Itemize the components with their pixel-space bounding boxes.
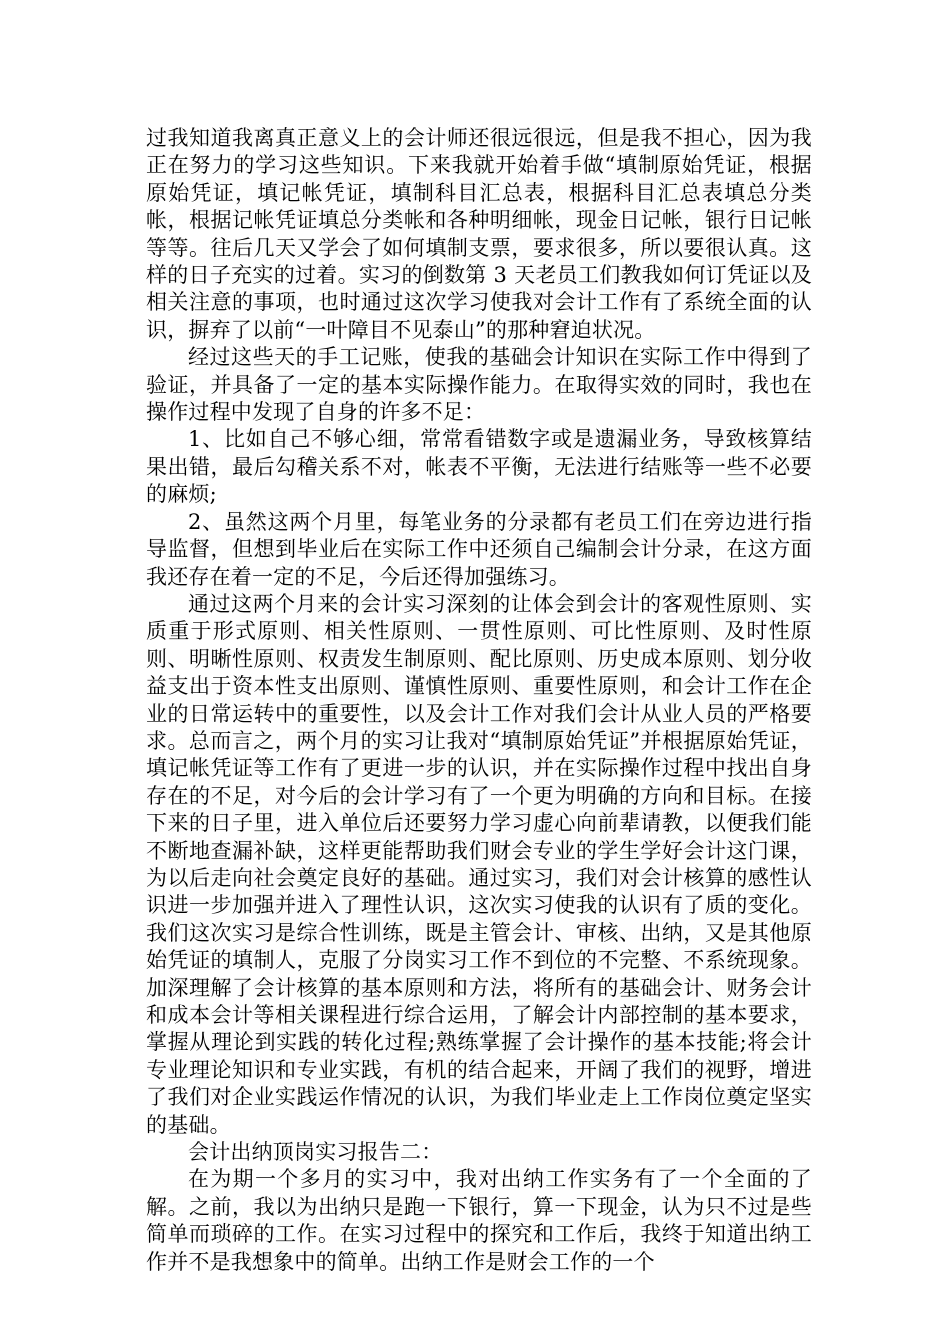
paragraph-shortcoming-1: 1、比如自己不够心细，常常看错数字或是遗漏业务，导致核算结果出错，最后勾稽关系不对，帐表不平衡，无法进行结账等一些不必要的麻烦; (146, 427, 812, 507)
section-heading-report-two: 会计出纳顶岗实习报告二： (188, 1140, 443, 1165)
paragraph-manual-bookkeeping: 经过这些天的手工记账，使我的基础会计知识在实际工作中得到了验证，并具备了一定的基本实际操作能力。在取得实效的同时，我也在操作过程中发现了自身的许多不足： (146, 345, 812, 425)
document-page (146, 125, 812, 1276)
paragraph-cashier-intro: 在为期一个多月的实习中，我对出纳工作实务有了一个全面的了解。之前，我以为出纳只是跑一下银行，算一下现金，认为只不过是些简单而琐碎的工作。在实习过程中的探究和工作后，我终于知道出纳工作并不是我想象中的简单。出纳工作是财会工作的一个 (146, 1167, 812, 1274)
paragraph-shortcoming-2: 2、虽然这两个月里，每笔业务的分录都有老员工们在旁边进行指导监督，但想到毕业后在实际工作中还须自己编制会计分录，在这方面我还存在着一定的不足，今后还得加强练习。 (146, 509, 812, 589)
paragraph-continuation: 过我知道我离真正意义上的会计师还很远很远，但是我不担心，因为我正在努力的学习这些知识。下来我就开始着手做“填制原始凭证，根据原始凭证，填记帐凭证，填制科目汇总表，根据科目汇总表填总分类帐，根据记帐凭证填总分类帐和各种明细帐，现金日记帐，银行日记帐等等。往后几天又学会了如何填制支票，要求很多，所以要很认真。这样的日子充实的过着。实习的倒数第 3 天老员工们教我如何订凭证以及相关注意的事项，也时通过这次学习使我对会计工作有了系统全面的认识，摒弃了以前“一叶障目不见泰山”的那种窘迫状况。 (146, 126, 812, 342)
paragraph-summary: 通过这两个月来的会计实习深刻的让体会到会计的客观性原则、实质重于形式原则、相关性原则、一贯性原则、可比性原则、及时性原则、明晰性原则、权责发生制原则、配比原则、历史成本原则、划分收益支出于资本性支出原则、谨慎性原则、重要性原则，和会计工作在企业的日常运转中的重要性，以及会计工作对我们会计从业人员的严格要求。总而言之，两个月的实习让我对“填制原始凭证”并根据原始凭证，填记帐凭证等工作有了更进一步的认识，并在实际操作过程中找出自身存在的不足，对今后的会计学习有了一个更为明确的方向和目标。在接下来的日子里，进入单位后还要努力学习虚心向前辈请教，以便我们能不断地查漏补缺，这样更能帮助我们财会专业的学生学好会计这门课，为以后走向社会奠定良好的基础。通过实习，我们对会计核算的感性认识进一步加强并进入了理性认识，这次实习使我的认识有了质的变化。我们这次实习是综合性训练，既是主管会计、审核、出纳，又是其他原始凭证的填制人，克服了分岗实习工作不到位的不完整、不系统现象。加深理解了会计核算的基本原则和方法，将所有的基础会计、财务会计和成本会计等相关课程进行综合运用，了解会计内部控制的基本要求，掌握从理论到实践的转化过程;熟练掌握了会计操作的基本技能;将会计专业理论知识和专业实践，有机的结合起来，开阔了我们的视野，增进了我们对企业实践运作情况的认识，为我们毕业走上工作岗位奠定坚实的基础。 (146, 591, 812, 1137)
